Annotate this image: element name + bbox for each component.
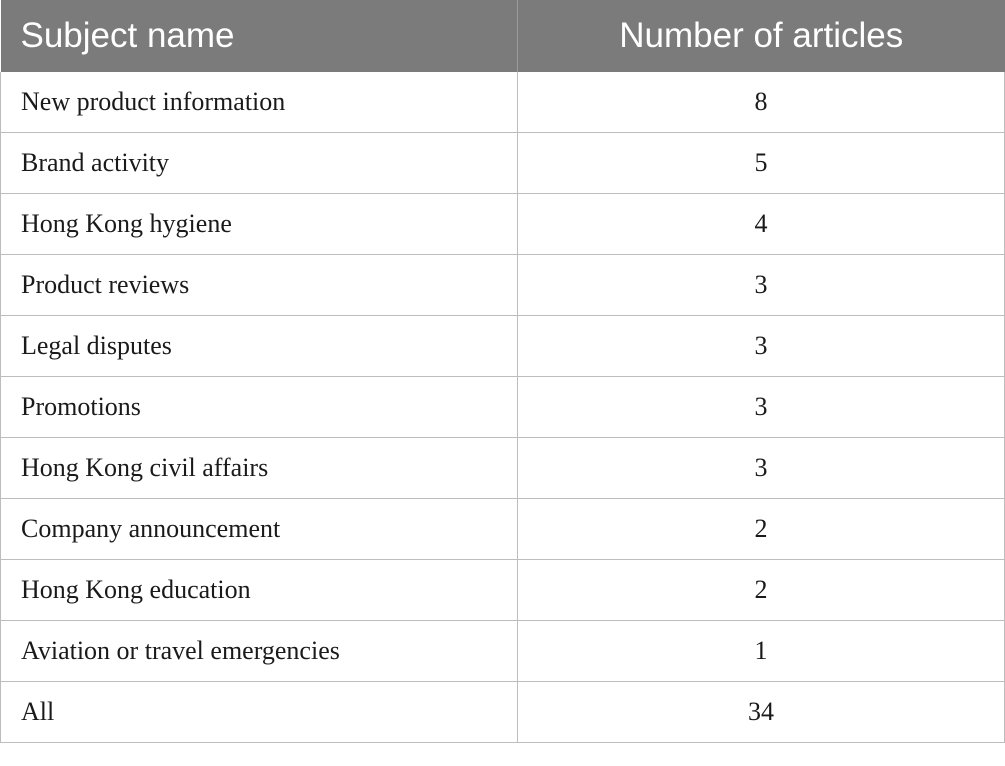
table-row bbox=[1, 133, 1005, 194]
subject-cell: Aviation or travel emergencies bbox=[1, 621, 518, 682]
subject-cell: Hong Kong hygiene bbox=[1, 194, 518, 255]
subject-cell: Hong Kong education bbox=[1, 560, 518, 621]
subject-cell: New product information bbox=[1, 72, 518, 133]
count-cell: 3 bbox=[518, 438, 1005, 499]
subject-cell-total: All bbox=[1, 682, 518, 743]
header-number-of-articles: Number of articles bbox=[518, 0, 1005, 72]
header-row bbox=[1, 0, 1005, 72]
table-row bbox=[1, 438, 1005, 499]
count-cell-total: 34 bbox=[518, 682, 1005, 743]
table-row bbox=[1, 194, 1005, 255]
table-row-total bbox=[1, 682, 1005, 743]
table-row bbox=[1, 316, 1005, 377]
table-row bbox=[1, 560, 1005, 621]
table-row bbox=[1, 377, 1005, 438]
count-cell: 3 bbox=[518, 377, 1005, 438]
count-cell: 3 bbox=[518, 255, 1005, 316]
subject-cell: Hong Kong civil affairs bbox=[1, 438, 518, 499]
count-cell: 4 bbox=[518, 194, 1005, 255]
count-cell: 5 bbox=[518, 133, 1005, 194]
header-subject-name: Subject name bbox=[1, 0, 518, 72]
table-row bbox=[1, 621, 1005, 682]
count-cell: 2 bbox=[518, 499, 1005, 560]
table-header bbox=[1, 0, 1005, 72]
subject-cell: Legal disputes bbox=[1, 316, 518, 377]
subject-cell: Promotions bbox=[1, 377, 518, 438]
count-cell: 3 bbox=[518, 316, 1005, 377]
count-cell: 1 bbox=[518, 621, 1005, 682]
table-row bbox=[1, 255, 1005, 316]
table-row bbox=[1, 499, 1005, 560]
subject-cell: Company announcement bbox=[1, 499, 518, 560]
subject-cell: Product reviews bbox=[1, 255, 518, 316]
count-cell: 2 bbox=[518, 560, 1005, 621]
table-row bbox=[1, 72, 1005, 133]
table-body bbox=[1, 72, 1005, 743]
subject-cell: Brand activity bbox=[1, 133, 518, 194]
count-cell: 8 bbox=[518, 72, 1005, 133]
